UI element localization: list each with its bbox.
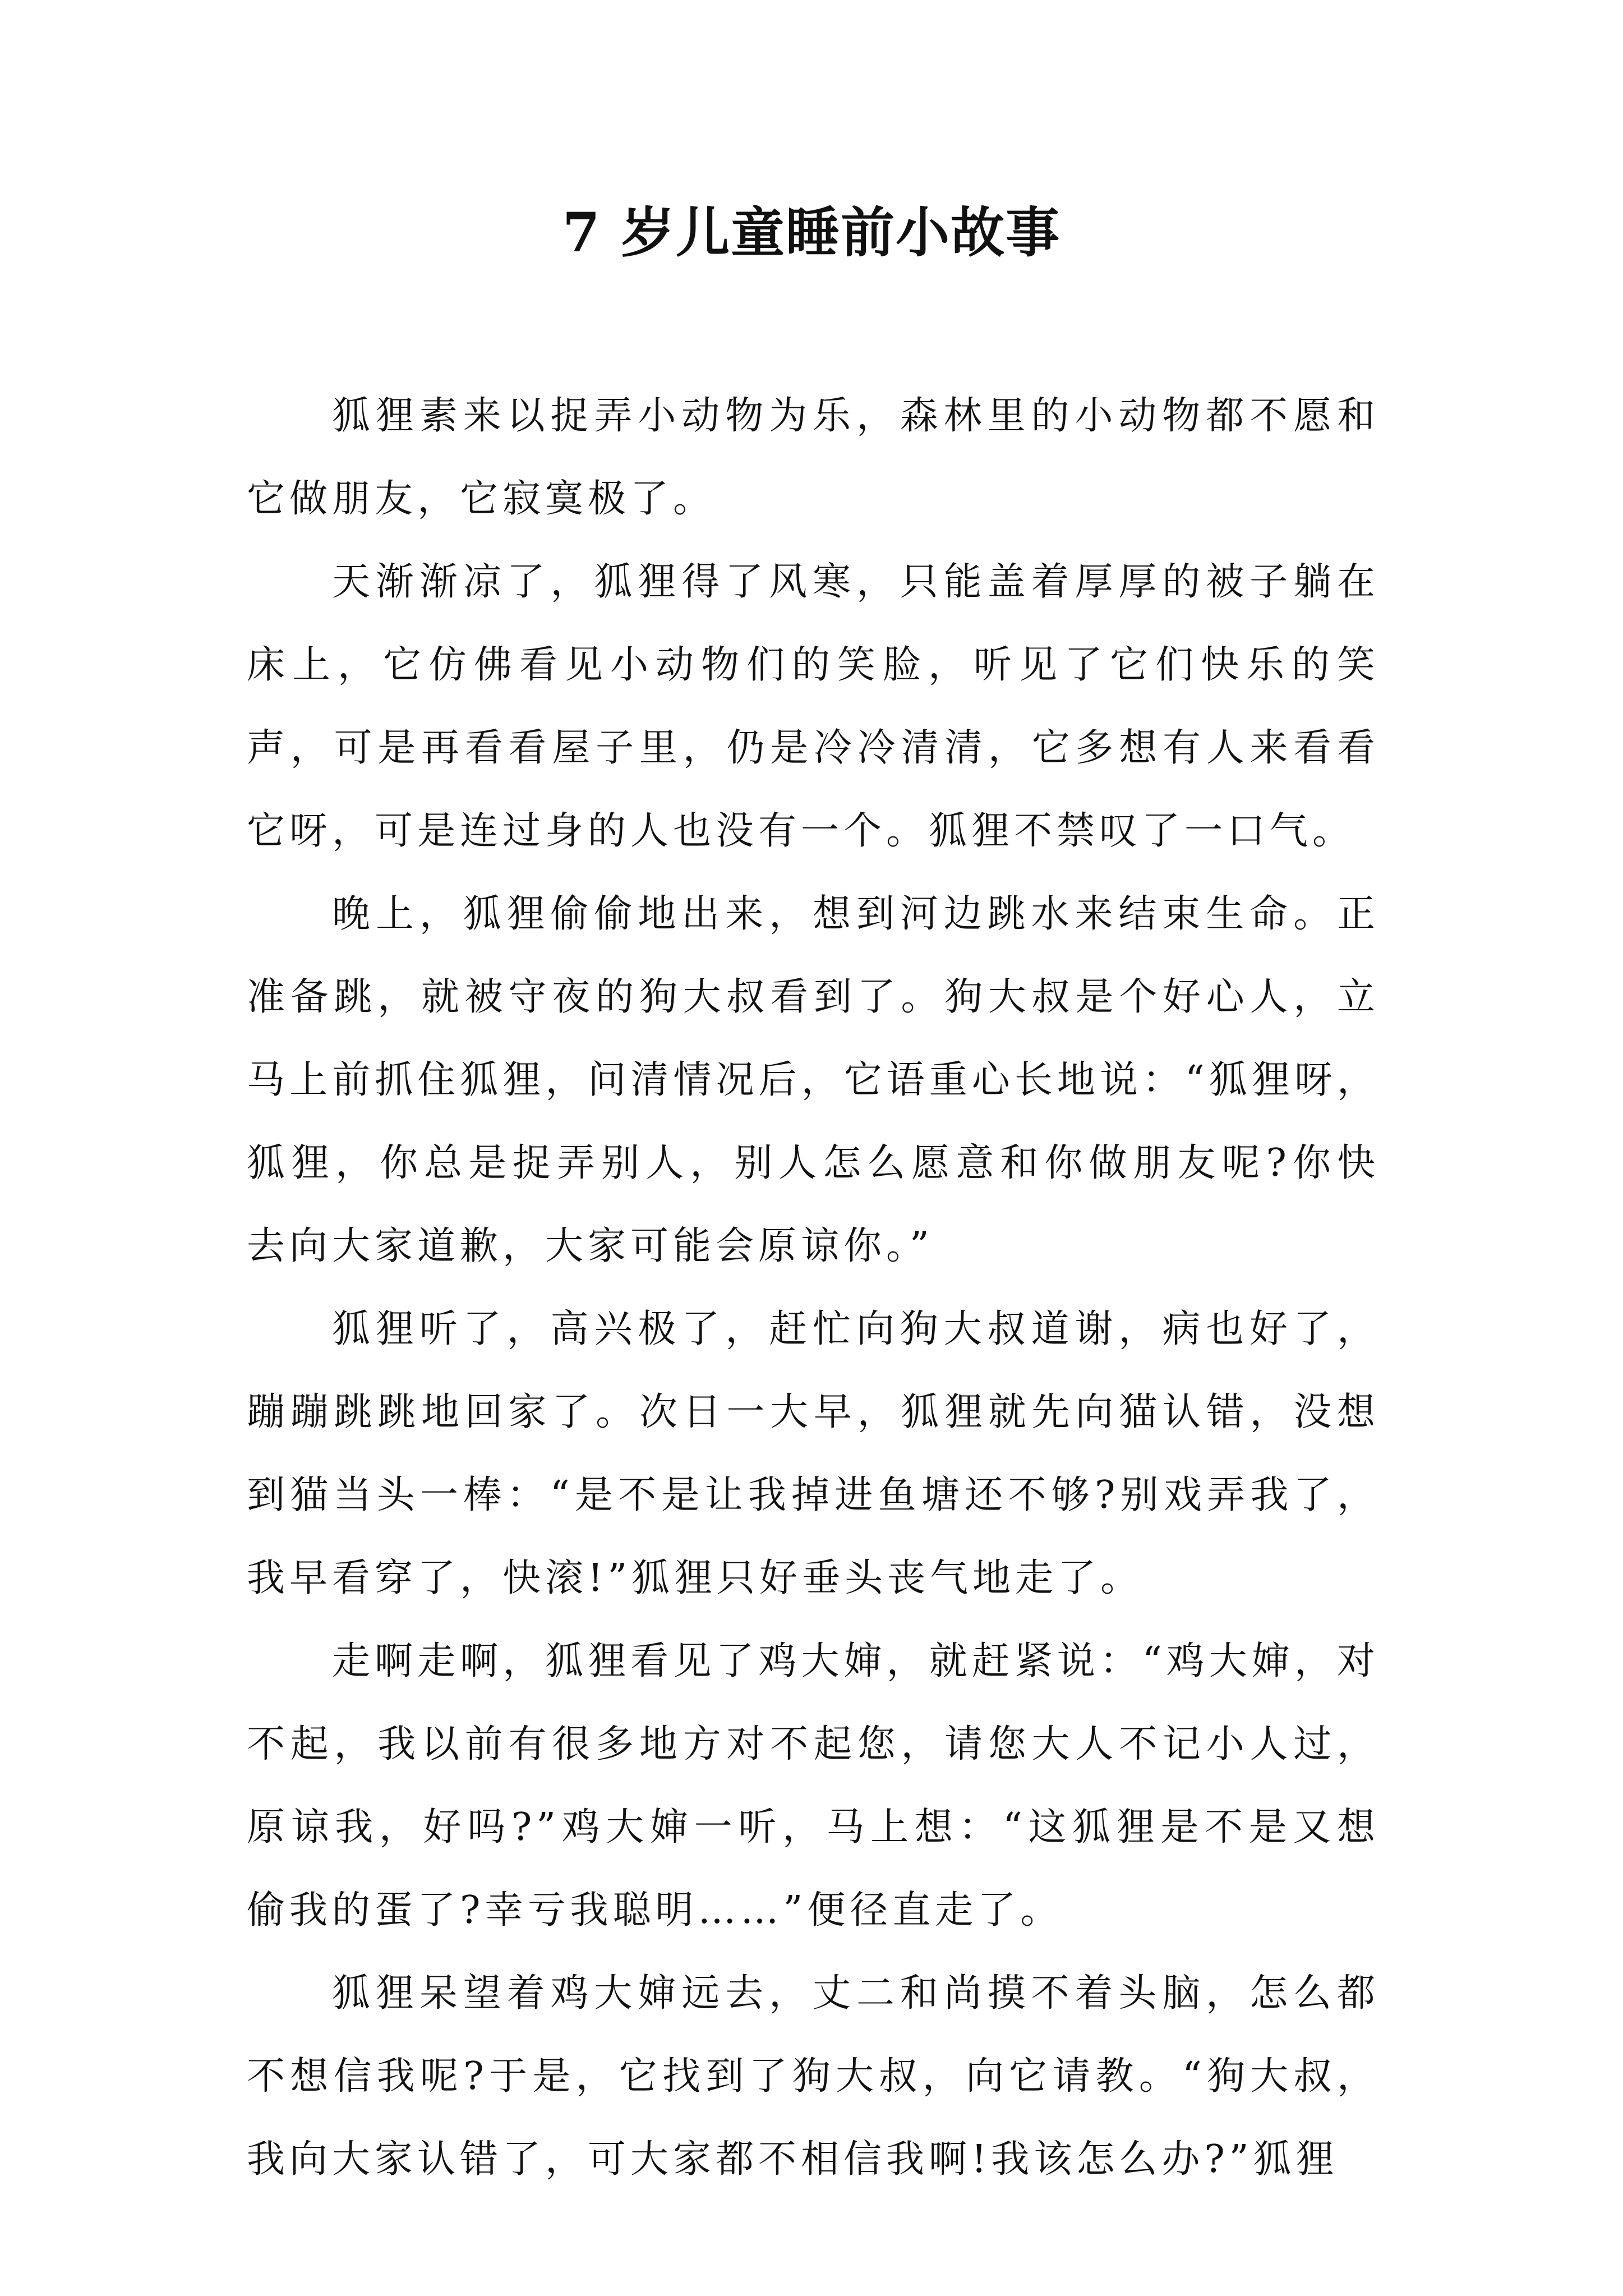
story-paragraph-1: 狐狸素来以捉弄小动物为乐，森林里的小动物都不愿和它做朋友，它寂寞极了。: [247, 394, 1380, 521]
document-title: 7 岁儿童睡前小故事: [562, 201, 1061, 264]
story-paragraph-2: 天渐渐凉了，狐狸得了风寒，只能盖着厚厚的被子躺在床上，它仿佛看见小动物们的笑脸，听见了它们快乐的笑声，可是再看看屋子里，仍是冷冷清清，它多想有人来看看它呀，可是连过身的人也没有一个。狐狸不禁叹了一口气。: [247, 560, 1380, 853]
story-paragraph-4: 狐狸听了，高兴极了，赶忙向狗大叔道谢，病也好了，蹦蹦跳跳地回家了。次日一大早，狐狸就先向猫认错，没想到猫当头一棒：“是不是让我掉进鱼塘还不够?别戏弄我了，我早看穿了，快滚!”狐狸只好垂头丧气地走了。: [247, 1307, 1380, 1600]
story-paragraph-6: 狐狸呆望着鸡大婶远去，丈二和尚摸不着头脑，怎么都不想信我呢?于是，它找到了狗大叔，向它请教。“狗大叔，我向大家认错了，可大家都不相信我啊!我该怎么办?”狐狸: [247, 1971, 1380, 2182]
story-paragraph-5: 走啊走啊，狐狸看见了鸡大婶，就赶紧说：“鸡大婶，对不起，我以前有很多地方对不起您，请您大人不记小人过，原谅我，好吗?”鸡大婶一听，马上想：“这狐狸是不是又想偷我的蛋了?幸亏我聪明……”便径直走了。: [247, 1639, 1380, 1932]
story-body: [247, 375, 1380, 2201]
story-paragraph-3: 晚上，狐狸偷偷地出来，想到河边跳水来结束生命。正准备跳，就被守夜的狗大叔看到了。狗大叔是个好心人，立马上前抓住狐狸，问清情况后，它语重心长地说：“狐狸呀，狐狸，你总是捉弄别人，别人怎么愿意和你做朋友呢?你快去向大家道歉，大家可能会原谅你。”: [247, 892, 1380, 1268]
